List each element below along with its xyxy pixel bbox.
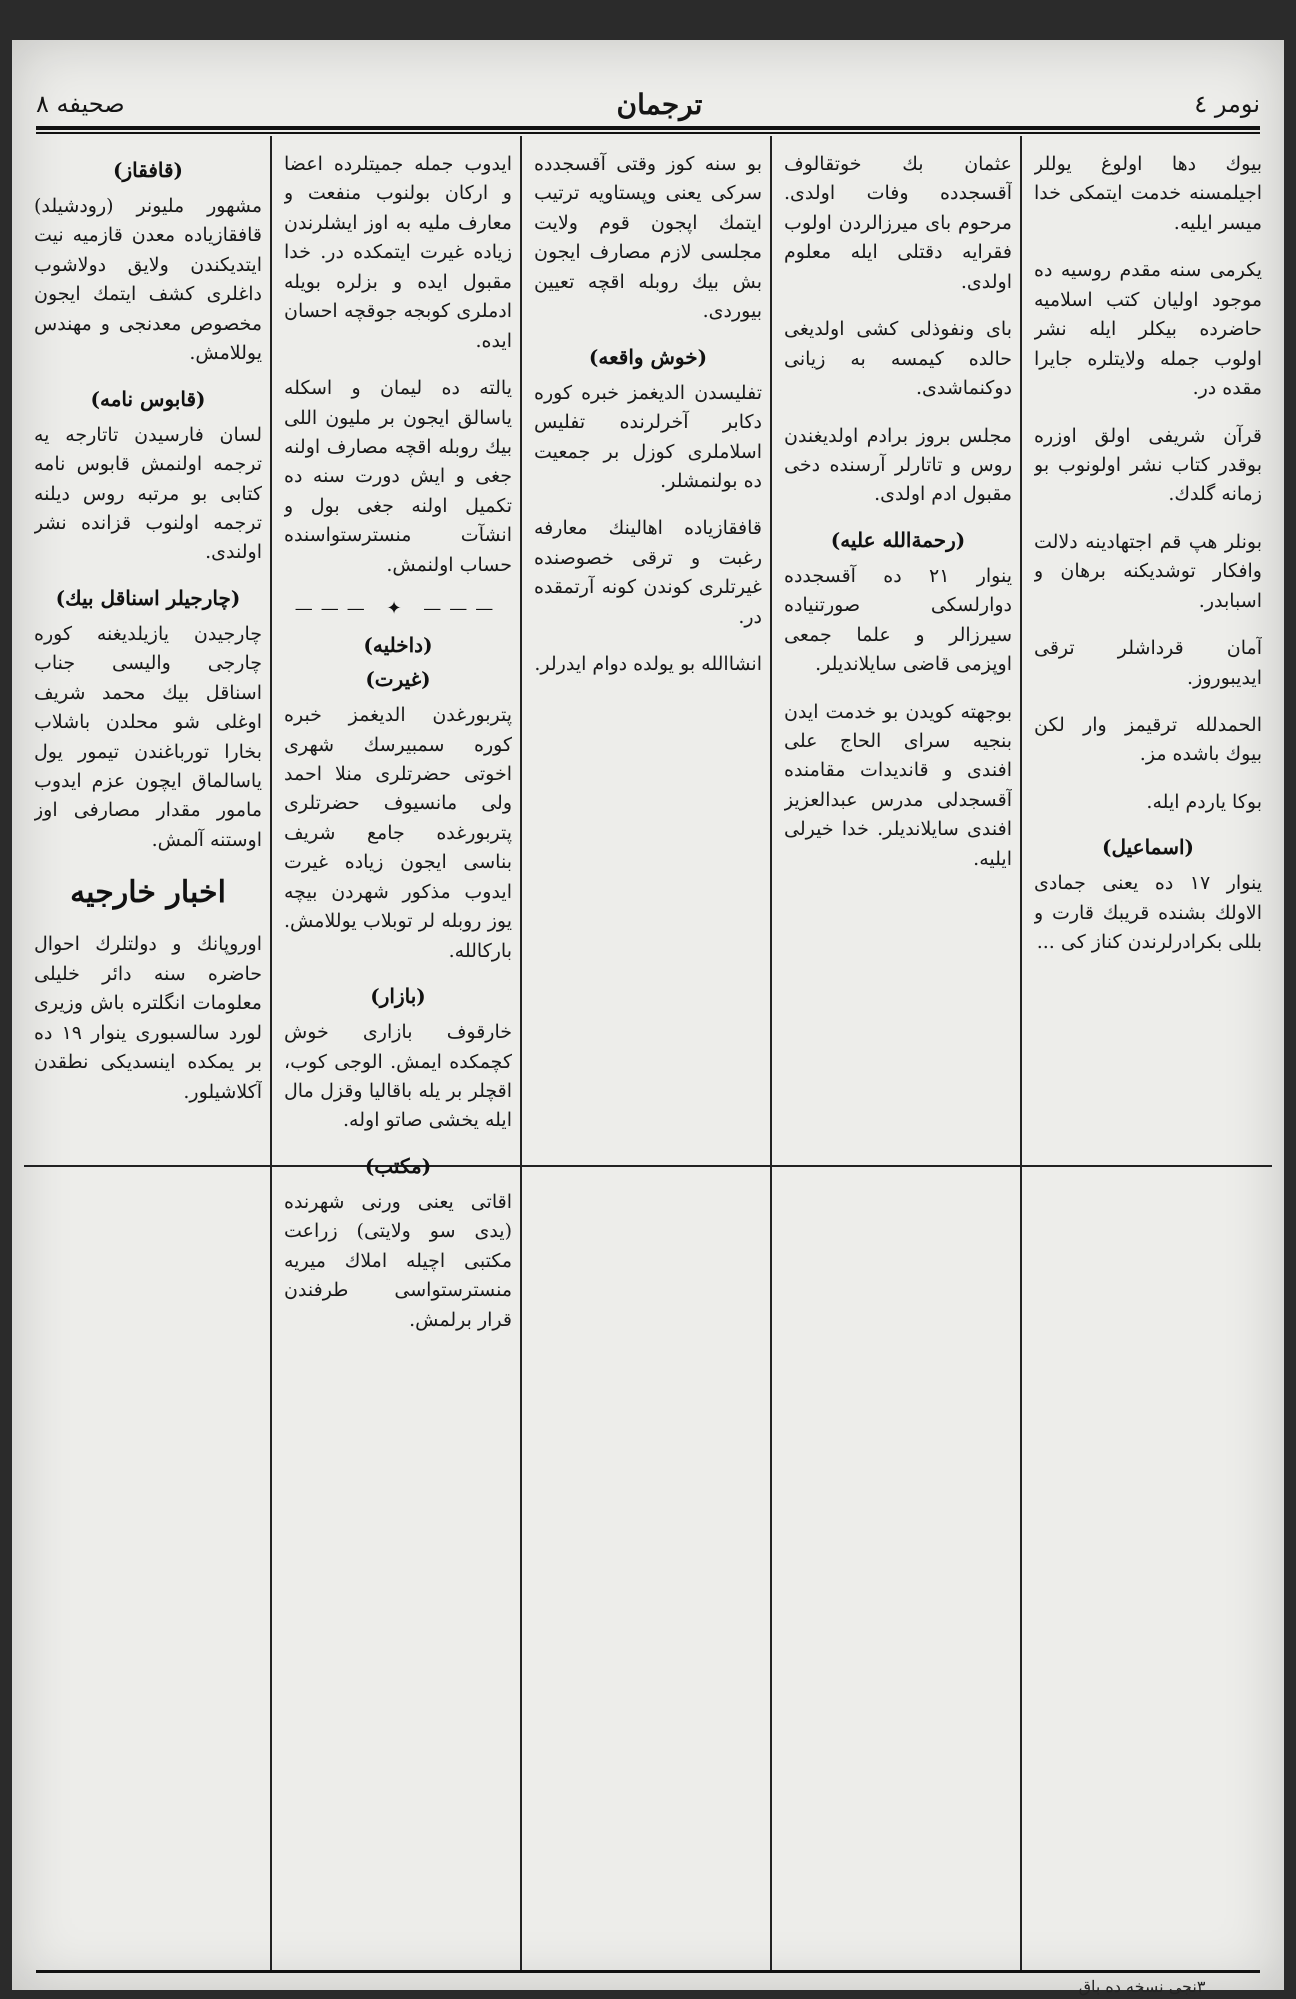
column-3-subheading: (خوش واقعه) <box>588 344 708 369</box>
column-4-subheading-1: (داخلیه) <box>363 633 433 658</box>
page-number: صحیفه ۸ <box>36 90 125 118</box>
masthead-rule-thick <box>36 126 1260 130</box>
column-4-subheading-3: (بازار) <box>370 984 426 1009</box>
column-4-subheading-2: (غیرت) <box>365 667 431 692</box>
column-5-more-paragraph-1: لسان فارسیدن تاتارجه یه ترجمه اولنمش قابوس نامه كتابی بو مرتبه روس دیلنه ترجمه اولنوب قزانده نشر اولندی. <box>34 423 262 564</box>
column-3-more-paragraph-1: تفلیسدن الدیغمز خبره كوره دكابر آخرلرنده تفلیس اسلاملری كوزل بر جمعیت ده بولنمشلر. <box>534 381 762 492</box>
column-1-bottom-paragraph: ینوار ۱۷ ده یعنی جمادی الاولك بشنده قریبك قارت و بللی بكرادرلرندن كناز كی ... <box>1034 872 1262 954</box>
footer-continuation: ۳نجی نسخه ده باق <box>1078 1977 1206 1996</box>
column-1-paragraph-4: بونلر هپ قم اجتهادینه دلالت وافكار توشدیكنه برهان و اسبابدر. <box>1034 530 1262 612</box>
masthead <box>36 82 1260 126</box>
column-4-paragraph-2: یالته ده لیمان و اسكله یاسالق ایجون بر ملیون اللی بیك روبله اقچه مصارف اولنه جغی و ایش دورت سنه ده تكمیل اولنه جغی بول و انشآت منسترستواسنده حساب اولنمش. <box>284 377 512 576</box>
column-5-subheading-2: (چارجیلر اسناقل بیك) <box>55 585 241 610</box>
column-4-bazaar: خارقوف بازاری خوش كچمكده ایمش. الوجی كوب، اقچلر بر یله باقالیا وقزل مال ایله یخشی صاتو اوله. <box>284 1021 512 1132</box>
column-divider-2 <box>520 136 522 1970</box>
column-3-paragraph-1: بو سنه كوز وقتی آقسجدده سركی یعنی وپستاویه ترتیب ایتمك اپجون قوم ولایت مجلسی لازم مصارف ایجون بش بیك روبله اقچه تعیین بیوردی. <box>534 153 762 323</box>
column-1-paragraph-5: آمان قرداشلر ترقی ایدیبوروز. <box>1034 637 1262 689</box>
column-5-subheading-1: (قابوس نامه) <box>90 386 206 411</box>
column-3 <box>534 150 762 1950</box>
column-1-signature: (اسماعیل) <box>1101 835 1194 860</box>
column-5-heading: (قافقاز) <box>112 158 183 182</box>
foreign-news-paragraph: اوروپانك و دولتلرك احوال حاضره سنه دائر خلیلی معلومات انگلتره باش وزیری لورد سالسبوری ینوار ۱۹ ده بر یمكده اینسدیكی نطقدن آكلاشیلور. <box>34 933 262 1103</box>
column-2-paragraph-2: بای ونفوذلی كشی اولدیغی حالده كیمسه به زیانی دوكنماشدی. <box>784 318 1012 400</box>
column-divider-4 <box>1020 136 1022 1970</box>
column-2-more-paragraph-1: ینوار ۲۱ ده آقسجدده دوارلسكی صورتنیاده سیرزالر و علما جمعی اوپزمی قاضی سایلاندیلر. <box>784 564 1012 676</box>
column-1-paragraph-6: الحمدلله ترقیمز وار لكن بیوك باشده مز. <box>1034 714 1262 766</box>
column-divider-3 <box>770 136 772 1970</box>
column-1-paragraph-3: قرآن شریفی اولق اوزره بوقدر كتاب نشر اولونوب بو زمانه گلدك. <box>1034 424 1262 506</box>
column-1 <box>1034 150 1262 1950</box>
column-4-subheading-4: (مكتب) <box>364 1153 432 1178</box>
column-2 <box>784 150 1012 1950</box>
column-4 <box>284 150 512 1950</box>
column-1-paragraph-7: بوكا یاردم ایله. <box>1146 790 1262 813</box>
newspaper-title: ترجمان <box>616 87 703 121</box>
column-4-ornament: ——— ✦ ——— <box>294 598 502 620</box>
footer-rule <box>36 1970 1260 1973</box>
column-4-more-paragraph-1: پتربورغدن الدیغمز خبره كوره سمبیرسك شهری اخوتی حضرتلری منلا احمد ولی مانسیوف حضرتلری پتربورغده جامع شریف بناسی ایجون زیاده غیرت ایدوب مذكور شهردن بیچه یوز روبله لر توبلاب یوللامش. باركالله. <box>284 704 512 962</box>
column-2-more-paragraph-2: بوجهته كویدن بو خدمت ایدن بنجیه سرای الحاج علی افندی و قاندیدات مقامنده آقسجدلی مدرس عبدالعزیز افندی سایلاندیلر. خدا خیرلی ایلیه. <box>784 700 1012 870</box>
column-1-paragraph-1: بیوك دها اولوغ یوللر اجیلمسنه خدمت ایتمكی خدا میسر ایلیه. <box>1034 153 1262 234</box>
foreign-news-headline: اخبار خارجیه <box>70 875 226 911</box>
column-5-last: چارجیدن یازیلدیغنه كوره چارجی والیسی جناب اسناقل بیك محمد شریف اوغلی شو محلدن باشلاب بخارا تورباغندن تیمور یول یاسالماق ایچون عزم ایدوب مامور مقدار مصارفی اوز اوستنه آلمش. <box>34 622 262 851</box>
column-5-paragraph-1: مشهور ملیونر (رودشیلد) قافقازیاده معدن قازمیه نیت ایتدیكندن ولایق دولاشوب داغلری كشف ایتمك ایجون مخصوص معدنجی و مهندس یوللامش. <box>34 195 262 365</box>
column-divider-1 <box>270 136 272 1970</box>
column-3-more-paragraph-2: قافقازیاده اهالینك معارفه رغبت و ترقی خصوصنده غیرتلری كوندن كونه آرتمقده در. <box>534 517 762 628</box>
newspaper-sheet <box>12 40 1284 1996</box>
column-3-more-paragraph-3: انشاالله بو یولده دوام ایدرلر. <box>534 653 762 676</box>
column-2-paragraph-3: مجلس بروز برادم اولدیغندن روس و تاتارلر آرسنده دخی مقبول ادم اولدی. <box>784 424 1012 506</box>
column-1-paragraph-2: یكرمی سنه مقدم روسیه ده موجود اولیان كتب اسلامیه حاضرده بیكلر ایله نشر اولوب جمله ولایتلره جایرا مقده در. <box>1034 259 1262 400</box>
column-2-subheading: (رحمةالله علیه) <box>830 527 966 552</box>
column-4-paragraph-1: ایدوب جمله جمیتلرده اعضا و اركان بولنوب منفعت و معارف ملیه به اوز ایشلرندن زیاده غیرت ایتمكده در. خدا مقبول ایده و بزلره بویله ادملری كوبجه جوقچه احسان ایده. <box>284 153 512 352</box>
column-2-paragraph-1: عثمان بك خوتقالوف آقسجدده وفات اولدی. مرحوم بای میرزالردن اولوب فقرایه دقتلی ایله معلوم اولدی. <box>784 153 1012 293</box>
masthead-rule-thin <box>36 132 1260 134</box>
issue-number: نومر ٤ <box>1194 90 1260 118</box>
column-4-school: اقاتی یعنی ورنی شهرنده (یدی سو ولایتی) زراعت مكتبی اچیله املاك میریه منسترستواسی طرفندن قرار برلمش. <box>284 1190 512 1331</box>
column-5 <box>34 150 262 1950</box>
